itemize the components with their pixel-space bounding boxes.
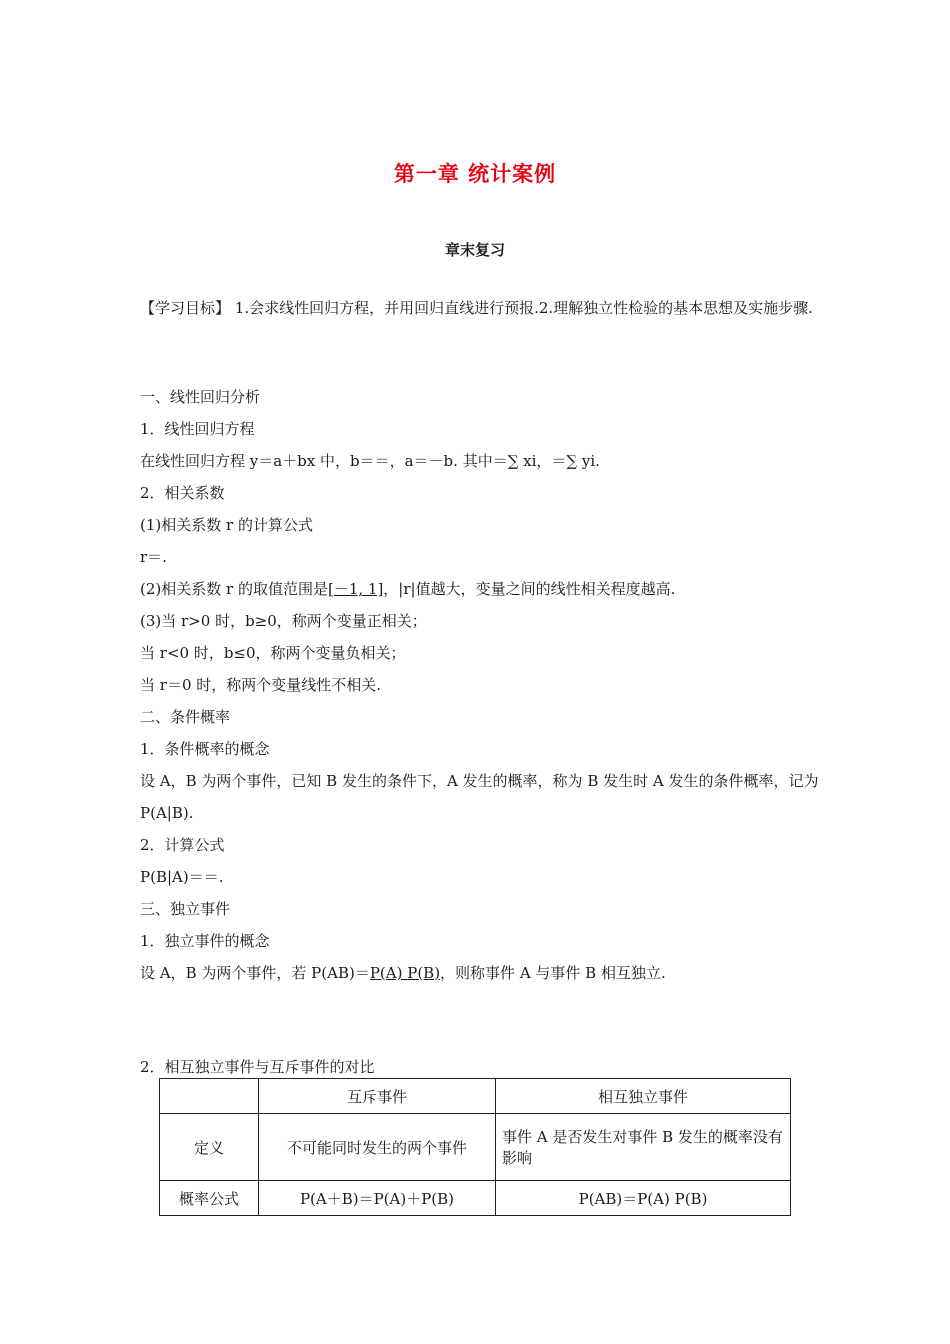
- table-cell: 不可能同时发生的两个事件: [259, 1114, 496, 1181]
- table-row: [160, 1114, 791, 1181]
- positive-correlation: (3)当 r>0 时，b≥0，称两个变量正相关；: [140, 612, 427, 630]
- range-text-post: ，|r|值越大，变量之间的线性相关程度越高.: [383, 580, 676, 598]
- content-body: [140, 381, 820, 1083]
- conditional-definition: 设 A，B 为两个事件，已知 B 发生的条件下，A 发生的概率，称为 B 发生时 A 发生的条件概率，记为 P(A|B).: [140, 772, 819, 822]
- table-cell: 定义: [160, 1114, 259, 1181]
- independent-definition: [140, 957, 820, 989]
- heading-linear-regression: 一、线性回归分析: [140, 388, 261, 406]
- independent-def-answer: P(A) P(B): [369, 964, 441, 982]
- no-correlation: 当 r＝0 时，称两个变量线性不相关.: [140, 676, 382, 694]
- correlation-range: [140, 573, 820, 605]
- section-title: 章末复习: [444, 241, 505, 259]
- negative-correlation: 当 r<0 时，b≤0，称两个变量负相关；: [140, 644, 406, 662]
- correlation-formula-intro: (1)相关系数 r 的计算公式: [140, 516, 313, 534]
- independent-def-post: ，则称事件 A 与事件 B 相互独立.: [440, 964, 666, 982]
- comparison-table: [159, 1078, 791, 1216]
- regression-equation-text: 在线性回归方程 y＝a＋bx 中，b＝＝，a＝－b. 其中＝∑ xi，＝∑ yi.: [140, 452, 600, 470]
- subheading-correlation: 2．相关系数: [140, 484, 225, 502]
- learning-objectives: [140, 293, 820, 324]
- objectives-text: 1.会求线性回归方程，并用回归直线进行预报.2.理解独立性检验的基本思想及实施步骤.: [230, 299, 813, 317]
- subheading-conditional-concept: 1．条件概率的概念: [140, 740, 270, 758]
- table-header-cell: [160, 1079, 259, 1114]
- objectives-label: 【学习目标】: [140, 299, 231, 317]
- table-row: [160, 1181, 791, 1216]
- range-answer: [－1, 1]: [327, 580, 384, 598]
- table-cell: P(AB)＝P(A) P(B): [496, 1181, 791, 1216]
- conditional-formula: P(B|A)＝＝.: [140, 868, 224, 886]
- heading-conditional-probability: 二、条件概率: [140, 708, 231, 726]
- subheading-comparison: 2．相互独立事件与互斥事件的对比: [140, 1058, 375, 1076]
- table-header-cell: 相互独立事件: [496, 1079, 791, 1114]
- table-header-cell: 互斥事件: [259, 1079, 496, 1114]
- spacer: [140, 989, 820, 1051]
- subheading-regression-equation: 1．线性回归方程: [140, 420, 255, 438]
- range-text-pre: (2)相关系数 r 的取值范围是: [140, 580, 328, 598]
- table-header-row: [160, 1079, 791, 1114]
- chapter-title: 第一章 统计案例: [393, 162, 557, 186]
- independent-def-pre: 设 A，B 为两个事件，若 P(AB)＝: [140, 964, 370, 982]
- table-cell: 事件 A 是否发生对事件 B 发生的概率没有影响: [496, 1114, 791, 1181]
- table-cell: P(A＋B)＝P(A)＋P(B): [259, 1181, 496, 1216]
- table-cell: 概率公式: [160, 1181, 259, 1216]
- heading-independent-events: 三、独立事件: [140, 900, 231, 918]
- subheading-formula: 2．计算公式: [140, 836, 225, 854]
- subheading-independent-concept: 1．独立事件的概念: [140, 932, 270, 950]
- correlation-formula: r＝.: [140, 548, 167, 566]
